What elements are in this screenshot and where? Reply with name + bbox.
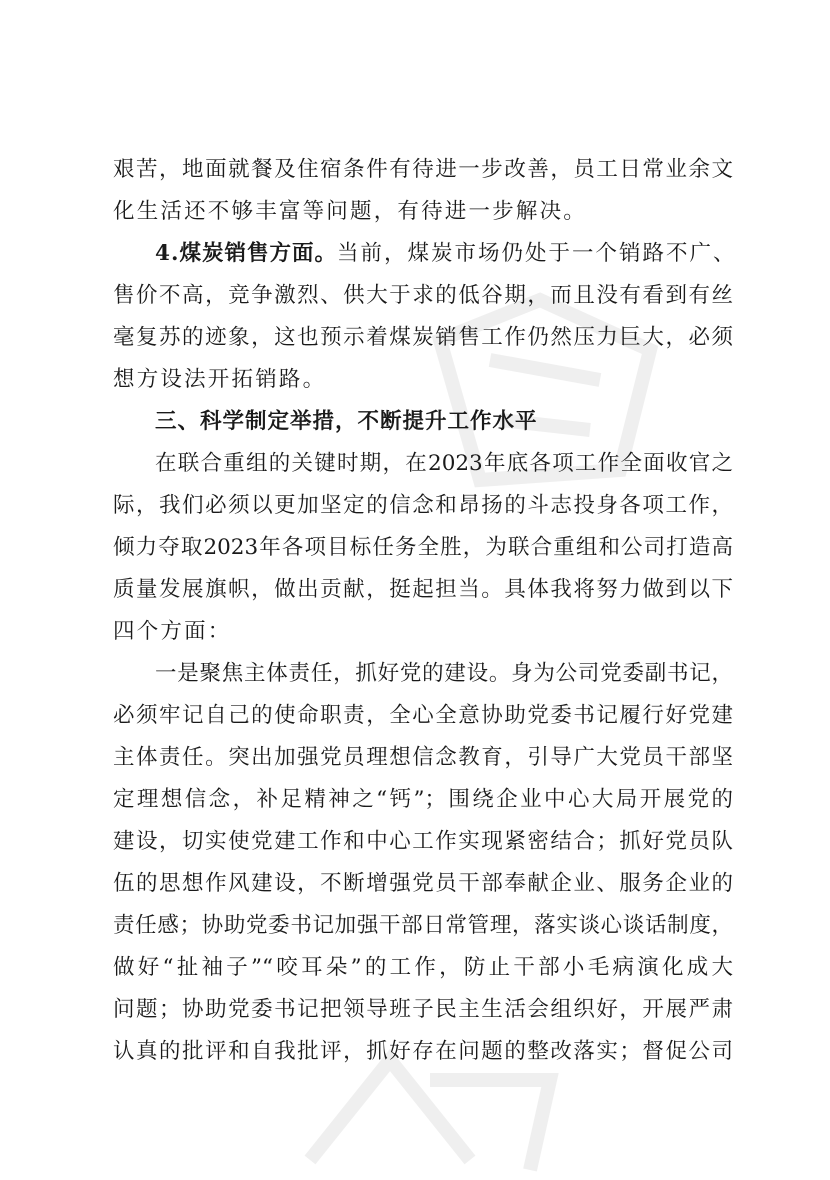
paragraph-4-line-2: 必须牢记自己的使命职责，全心全意协助党委书记履行好党建: [113, 703, 733, 728]
paragraph-4-line-9: 问题；协助党委书记把领导班子民主生活会组织好，开展严肃: [113, 997, 733, 1022]
paragraph-2-lead: 4.煤炭销售方面。: [155, 241, 337, 266]
paragraph-2-line-2: 售价不高，竞争激烈、供大于求的低谷期，而且没有看到有丝: [113, 283, 733, 308]
section-heading: 三、科学制定举措，不断提升工作水平: [155, 409, 538, 434]
paragraph-3-line-4: 质量发展旗帜，做出贡献，挺起担当。具体我将努力做到以下: [113, 577, 733, 602]
paragraph-4-line-1: 一是聚焦主体责任，抓好党的建设。身为公司党委副书记，: [155, 661, 733, 686]
paragraph-4-line-10: 认真的批评和自我批评，抓好存在问题的整改落实；督促公司: [113, 1039, 733, 1064]
paragraph-3-line-5: 四个方面：: [113, 619, 232, 644]
paragraph-4-line-8: 做好“扯袖子”“咬耳朵”的工作，防止干部小毛病演化成大: [113, 955, 733, 980]
paragraph-2-line-1-text: 当前，煤炭市场仍处于一个销路不广、: [336, 241, 737, 266]
paragraph-3-line-1: 在联合重组的关键时期，在2023年底各项工作全面收官之: [155, 451, 733, 476]
paragraph-1-line-2: 化生活还不够丰富等问题，有待进一步解决。: [113, 199, 588, 224]
paragraph-4-line-6: 伍的思想作风建设，不断增强党员干部奉献企业、服务企业的: [113, 871, 733, 896]
paragraph-2-line-4: 想方设法开拓销路。: [113, 367, 327, 392]
paragraph-4-line-7: 责任感；协助党委书记加强干部日常管理，落实谈心谈话制度，: [113, 913, 733, 938]
paragraph-4-line-3: 主体责任。突出加强党员理想信念教育，引导广大党员干部坚: [113, 745, 733, 770]
paragraph-4-line-5: 建设，切实使党建工作和中心工作实现紧密结合；抓好党员队: [113, 829, 733, 854]
paragraph-4-line-4: 定理想信念，补足精神之“钙”；围绕企业中心大局开展党的: [113, 787, 733, 812]
paragraph-2-line-3: 毫复苏的迹象，这也预示着煤炭销售工作仍然压力巨大，必须: [113, 325, 733, 350]
paragraph-3-line-2: 际，我们必须以更加坚定的信念和昂扬的斗志投身各项工作，: [113, 493, 733, 518]
paragraph-3-line-3: 倾力夺取2023年各项目标任务全胜，为联合重组和公司打造高: [113, 535, 733, 560]
paragraph-1-line-1: 艰苦，地面就餐及住宿条件有待进一步改善，员工日常业余文: [113, 157, 733, 182]
paragraph-2-line-1: [155, 232, 737, 276]
